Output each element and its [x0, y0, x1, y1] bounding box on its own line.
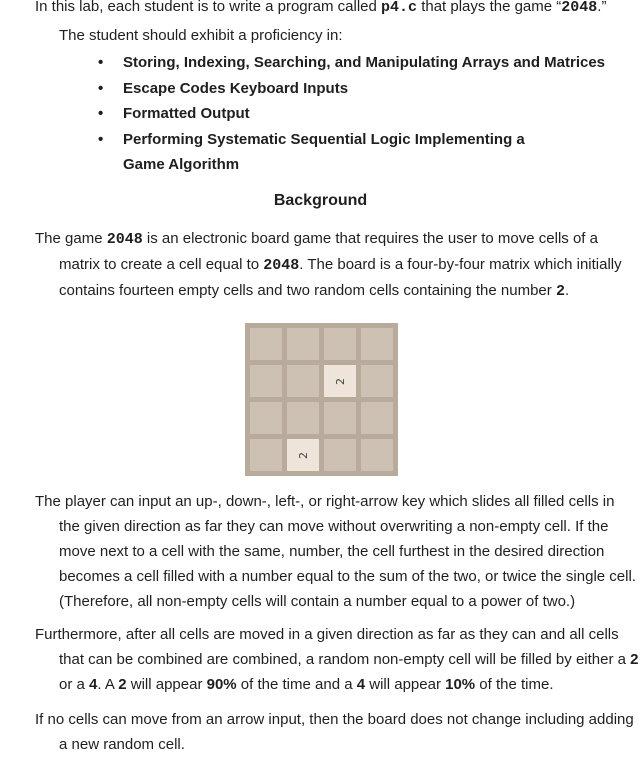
program-name: p4.c [381, 0, 418, 16]
paragraph-no-move: If no cells can move from an arrow input, then the board does not change including adding a new random cell. [35, 711, 634, 753]
para-text: . A [97, 676, 119, 693]
para-text: will appear [365, 676, 446, 693]
board-cell-filled [324, 365, 356, 397]
para-text: Furthermore, after all cells are moved in a given direction as far as they can and all cells that can be combined are combined, a random non-empty cell will be filled by either a [35, 626, 631, 668]
para-bold: 4 [356, 676, 366, 693]
board-cell-empty [250, 365, 282, 397]
board-cell-empty [324, 402, 356, 434]
para-text: is an electronic board game that requires the user to move cells of a matrix to create a cell equal to [59, 230, 598, 273]
game-board-figure [245, 323, 398, 476]
list-item [98, 127, 618, 178]
para-text: or a [59, 676, 90, 693]
paragraph-random-fill [35, 622, 639, 697]
board-cell-empty [250, 439, 282, 471]
skills-list [98, 50, 618, 178]
board-cell-empty [287, 365, 319, 397]
para-text: of the time. [475, 676, 554, 693]
para-bold: 2 [630, 651, 639, 668]
skill-text: Escape Codes Keyboard Inputs [123, 79, 349, 97]
game-name: 2048 [561, 0, 598, 16]
board-cell-empty [250, 328, 282, 360]
board-cell-empty [287, 328, 319, 360]
board-cell-empty [361, 439, 393, 471]
para-bold: 4 [89, 676, 98, 693]
para-bold: 2 [555, 283, 565, 300]
para-bold: 2048 [263, 257, 300, 274]
intro-text-end: .” [597, 0, 607, 15]
skill-text: Storing, Indexing, Searching, and Manipulating Arrays and Matrices [123, 54, 606, 71]
board-cell-empty [250, 402, 282, 434]
intro-paragraph [35, 0, 639, 20]
cell-value: 2 [296, 451, 310, 459]
para-bold: 2 [118, 676, 127, 693]
background-heading: Background [273, 192, 368, 209]
board-cell-filled [287, 439, 319, 471]
list-item [98, 101, 618, 127]
para-text: The game [35, 230, 107, 247]
skill-text: Formatted Output [123, 105, 250, 122]
bullet-icon: • [98, 79, 104, 97]
bullet-icon: • [98, 130, 104, 148]
para-bold: 90% [206, 676, 237, 693]
board-cell-empty [324, 439, 356, 471]
board-cell-empty [287, 402, 319, 434]
para-bold: 10% [445, 676, 476, 693]
board-cell-empty [361, 365, 393, 397]
list-item [98, 50, 618, 76]
para-text: will appear [126, 676, 207, 693]
paragraph-game-intro [35, 226, 639, 304]
board-cell-empty [361, 402, 393, 434]
bullet-icon: • [98, 54, 104, 71]
intro-text: In this lab, each student is to write a program called [35, 0, 382, 15]
board-cell-empty [361, 328, 393, 360]
para-bold: 2048 [106, 231, 143, 248]
para-text: . [564, 282, 570, 299]
proficiency-lead: The student should exhibit a proficiency in: [59, 27, 343, 44]
para-text: of the time and a [236, 676, 357, 693]
paragraph-movement: The player can input an up-, down-, left-, or right-arrow key which slides all filled cells in the given direction as far they can move without overwriting a non-empty cell. If the move next to a cell with the same, number, the cell furthest in the desired direction becomes a cell filled with a number equal to the sum of the two, or twice the single cell. (Therefore, all non-empty cells will contain a number equal to a power of two.) [35, 493, 636, 610]
board-cell-empty [324, 328, 356, 360]
skill-text: Performing Systematic Sequential Logic Implementing a Game Algorithm [123, 130, 525, 173]
para-text: . The board is a four-by-four matrix which initially contains fourteen empty cells and two random cells containing the number [59, 256, 622, 299]
list-item [98, 76, 618, 102]
bullet-icon: • [98, 105, 104, 122]
intro-text-mid: that plays the game “ [417, 0, 562, 15]
cell-value: 2 [333, 377, 347, 385]
